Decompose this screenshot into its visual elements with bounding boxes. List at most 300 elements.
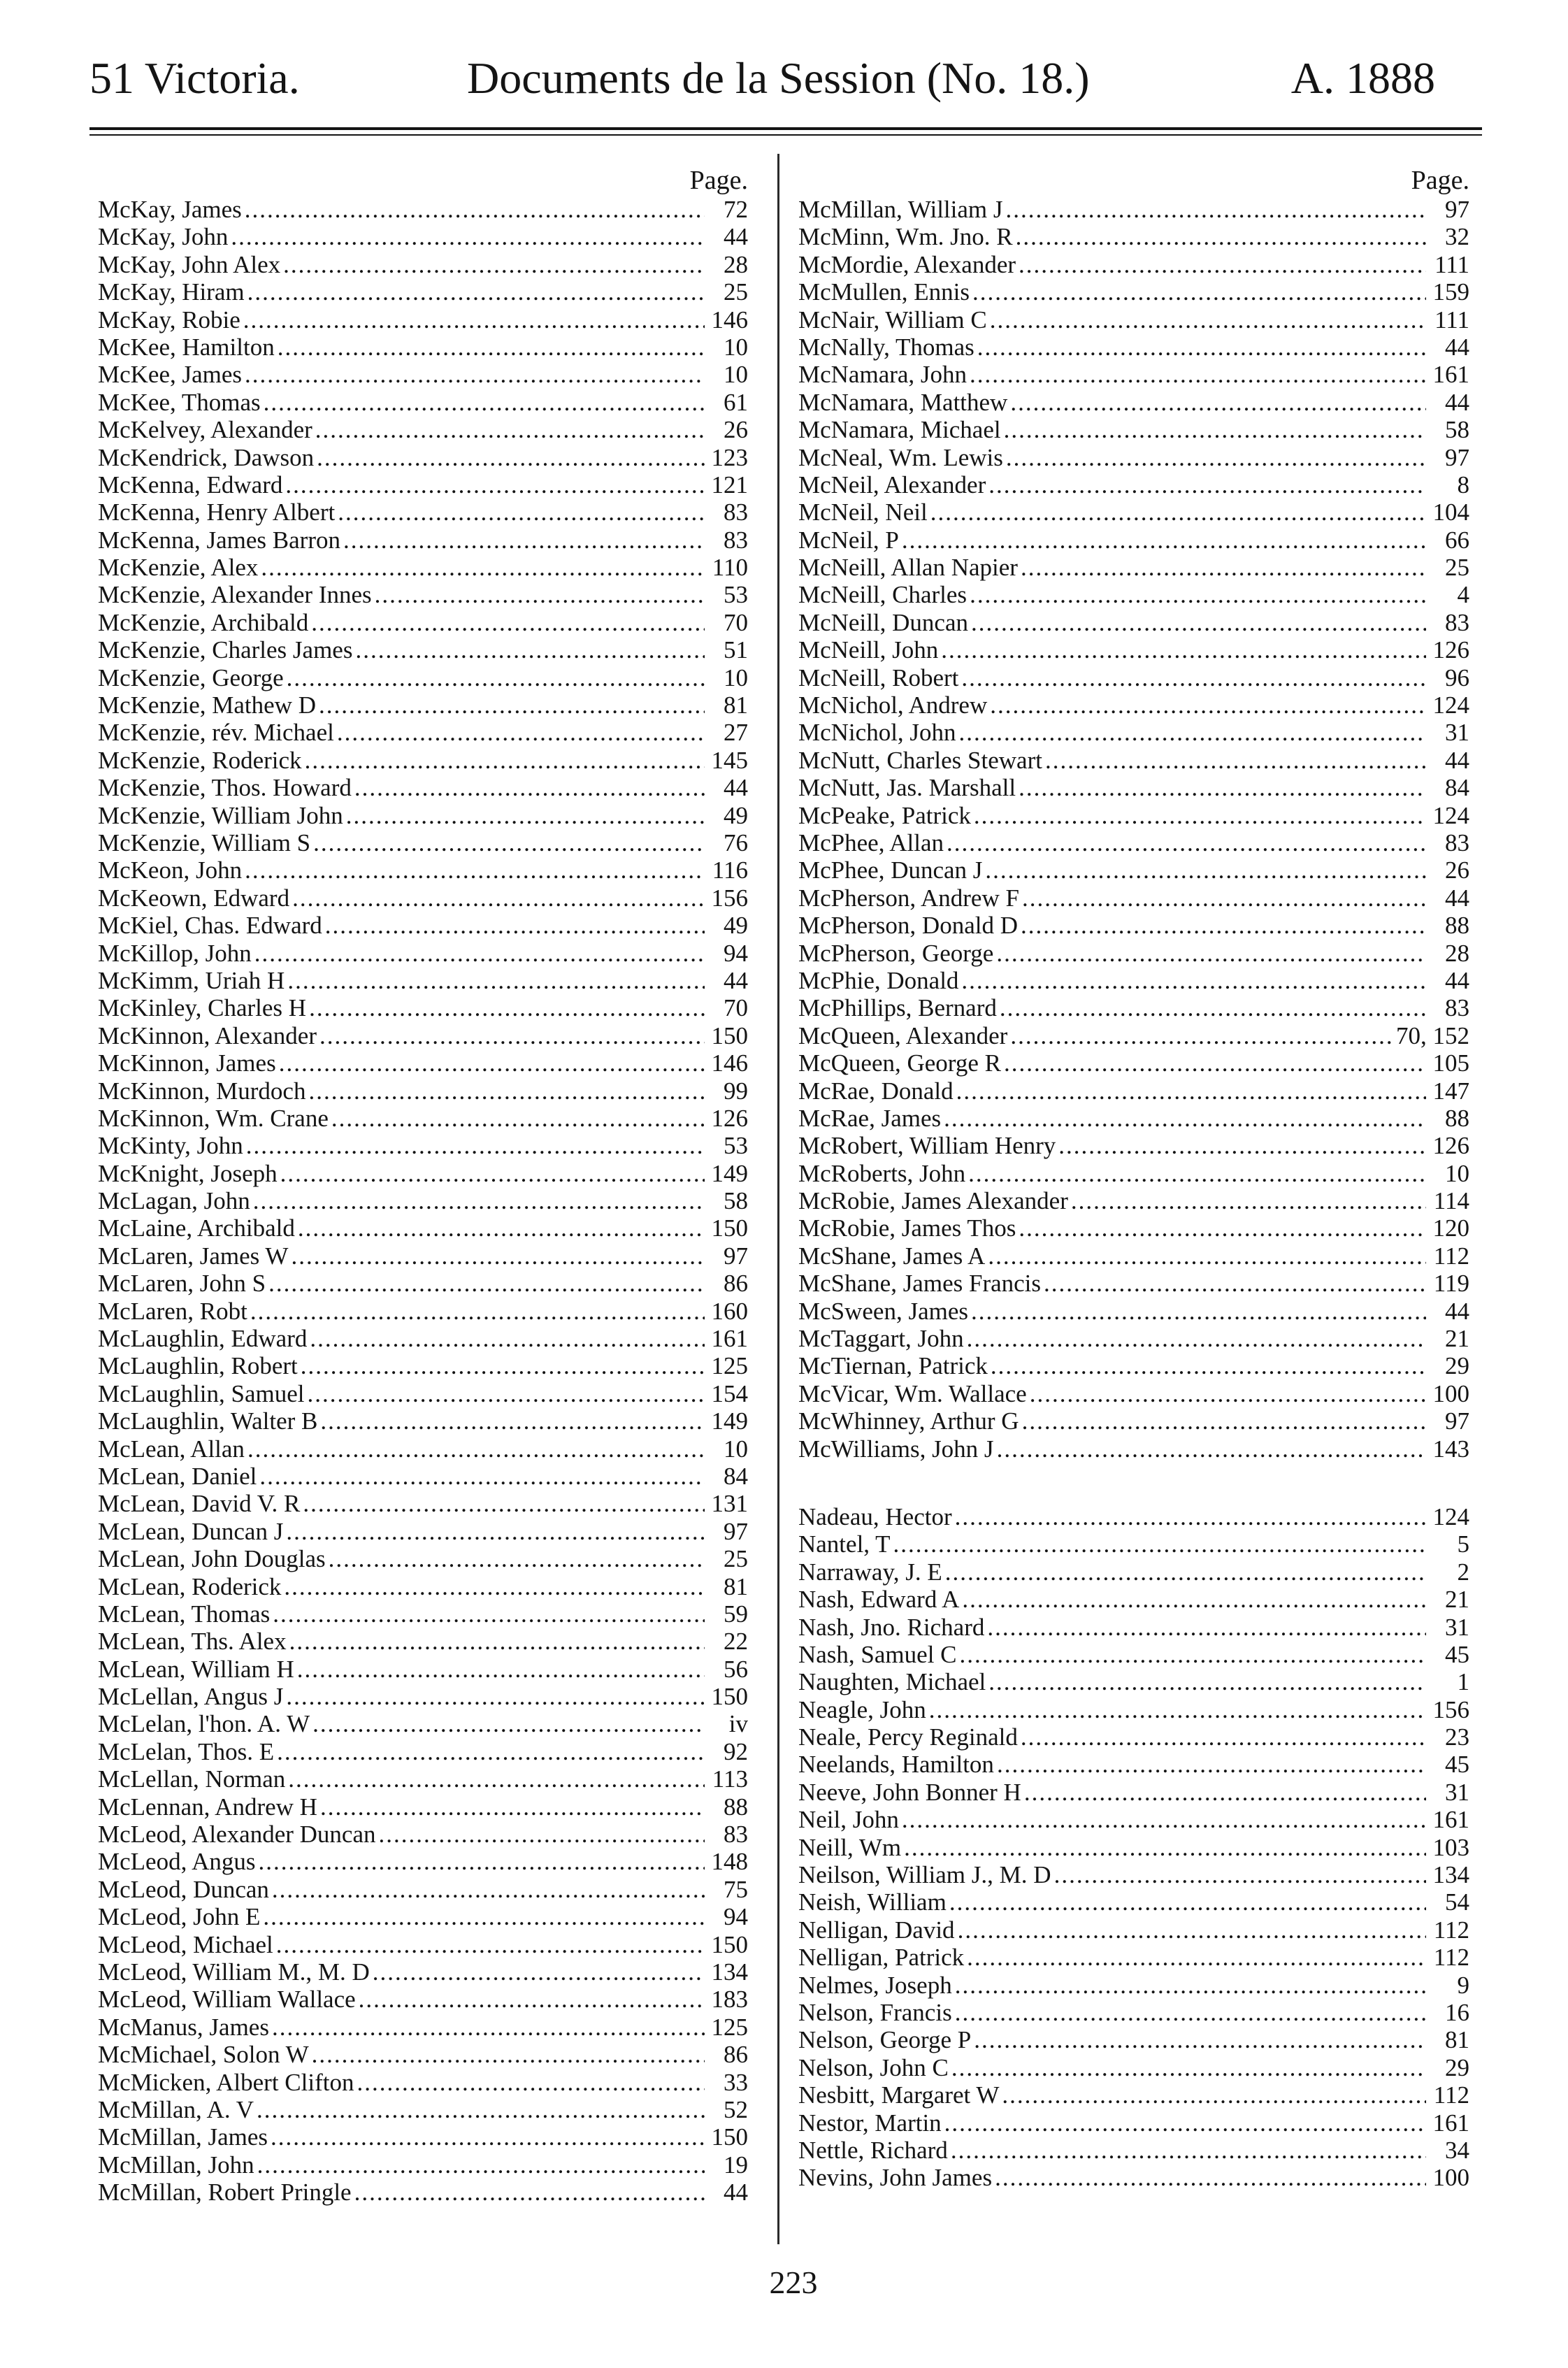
entry-name: McLeod, John E: [98, 1903, 261, 1931]
dot-leader: [245, 856, 705, 884]
index-entry: [98, 1049, 748, 1077]
entry-name: McKnight, Joseph: [98, 1159, 278, 1187]
index-entry: [798, 526, 1469, 554]
index-entry: [798, 1972, 1469, 1999]
entry-name: Neill, Wm: [798, 1833, 902, 1861]
dot-leader: [929, 1696, 1426, 1723]
entry-page: 75: [724, 1875, 748, 1903]
dot-leader: [956, 1077, 1426, 1105]
entry-page: 81: [1445, 2026, 1469, 2054]
index-entry: [798, 278, 1469, 306]
index-entry: [798, 884, 1469, 912]
entry-page: 83: [724, 526, 748, 554]
entry-page: 112: [1433, 1944, 1469, 1972]
entry-name: McPhillips, Bernard: [798, 994, 997, 1022]
index-entry: [98, 306, 748, 333]
dot-leader: [902, 1806, 1426, 1833]
header-rule-thin: [89, 134, 1482, 136]
entry-name: McMillan, Robert Pringle: [98, 2179, 352, 2206]
entry-page: 32: [1445, 223, 1469, 251]
entry-page: 112: [1433, 2081, 1469, 2109]
entry-page: 26: [1445, 856, 1469, 884]
dot-leader: [309, 994, 705, 1021]
index-entry: [98, 1848, 748, 1875]
entry-name: McLellan, Norman: [98, 1765, 286, 1793]
entry-name: McLean, Ths. Alex: [98, 1628, 287, 1656]
dot-leader: [292, 884, 705, 912]
entry-name: McMullen, Ennis: [798, 278, 970, 306]
entry-name: McLean, William H: [98, 1655, 294, 1683]
entry-page: 31: [1445, 719, 1469, 747]
dot-leader: [988, 471, 1426, 498]
entry-page: 100: [1432, 2164, 1469, 2192]
dot-leader: [289, 1628, 705, 1655]
index-entry: [98, 1407, 748, 1435]
entry-page: 53: [724, 581, 748, 609]
entry-name: Nettle, Richard: [798, 2136, 948, 2164]
entry-name: McLeod, Angus: [98, 1848, 256, 1876]
index-entry: [98, 389, 748, 416]
dot-leader: [997, 1435, 1426, 1463]
entry-page: 121: [711, 471, 748, 498]
index-entry: [98, 1105, 748, 1132]
entry-page: 70: [724, 994, 748, 1022]
entry-name: McShane, James Francis: [798, 1270, 1042, 1298]
dot-leader: [1019, 1214, 1426, 1242]
entry-page: 100: [1432, 1379, 1469, 1407]
index-entry: [98, 1821, 748, 1848]
entry-name: McNamara, Michael: [798, 416, 1001, 444]
entry-name: Neelands, Hamilton: [798, 1751, 994, 1779]
entry-page: 70: [724, 608, 748, 636]
index-entry: [98, 1490, 748, 1517]
entry-name: McLaughlin, Edward: [98, 1325, 308, 1353]
index-entry: [98, 691, 748, 719]
dot-leader: [955, 1503, 1426, 1530]
index-list-right-m: [798, 196, 1469, 1463]
index-entry: [98, 664, 748, 691]
entry-name: McKendrick, Dawson: [98, 443, 315, 471]
dot-leader: [995, 2164, 1426, 2191]
index-entry: [798, 1352, 1469, 1379]
dot-leader: [311, 609, 705, 636]
dot-leader: [276, 1931, 705, 1958]
dot-leader: [1006, 196, 1426, 223]
index-entry: [798, 1105, 1469, 1132]
dot-leader: [1019, 251, 1426, 278]
entry-page: 10: [724, 1435, 748, 1463]
entry-name: McNeill, Robert: [798, 663, 959, 691]
index-entry: [798, 664, 1469, 691]
entry-page: 8: [1457, 471, 1469, 498]
index-entry: [98, 1573, 748, 1600]
entry-page: 124: [1432, 691, 1469, 719]
index-entry: [98, 1352, 748, 1379]
index-entry: [98, 1380, 748, 1407]
index-entry: [98, 1077, 748, 1105]
entry-name: McKay, John Alex: [98, 250, 281, 278]
index-entry: [798, 1614, 1469, 1641]
entry-name: McLeod, Alexander Duncan: [98, 1821, 376, 1849]
dot-leader: [379, 1821, 705, 1848]
index-entry: [98, 251, 748, 278]
index-entry: [798, 471, 1469, 498]
dot-leader: [988, 1668, 1426, 1695]
dot-leader: [955, 1999, 1426, 2026]
entry-page: 88: [724, 1793, 748, 1821]
entry-name: McLean, David V. R: [98, 1490, 301, 1518]
dot-leader: [308, 1077, 705, 1105]
dot-leader: [286, 1518, 705, 1545]
entry-name: Nash, Jno. Richard: [798, 1613, 985, 1641]
entry-page: 97: [1445, 443, 1469, 471]
index-entry: [98, 2069, 748, 2096]
entry-page: 104: [1432, 498, 1469, 526]
entry-page: 45: [1445, 1640, 1469, 1668]
dot-leader: [1024, 1779, 1426, 1806]
entry-name: McWilliams, John J: [798, 1435, 994, 1463]
entry-page: 123: [711, 443, 748, 471]
index-entry: [798, 1503, 1469, 1530]
index-entry: [798, 1751, 1469, 1778]
index-entry: [798, 1160, 1469, 1187]
entry-name: McManus, James: [98, 2013, 269, 2041]
entry-name: McLellan, Angus J: [98, 1683, 284, 1711]
entry-page: 44: [1445, 746, 1469, 774]
header-rule: [89, 127, 1482, 130]
dot-leader: [974, 2026, 1426, 2053]
entry-name: McShane, James A: [798, 1242, 986, 1270]
entry-name: McLeod, William M., M. D: [98, 1958, 370, 1986]
dot-leader: [1002, 2081, 1426, 2109]
entry-name: McLean, Daniel: [98, 1462, 257, 1490]
entry-page: 94: [724, 939, 748, 967]
entry-name: McLean, Allan: [98, 1435, 245, 1463]
index-entry: [98, 581, 748, 608]
index-entry: [798, 2054, 1469, 2081]
index-entry: [98, 2123, 748, 2151]
dot-leader: [264, 389, 705, 416]
entry-page: 88: [1445, 1104, 1469, 1132]
entry-page: 28: [724, 250, 748, 278]
entry-name: McPherson, Donald D: [798, 912, 1018, 940]
dot-leader: [268, 1270, 705, 1297]
dot-leader: [988, 1242, 1426, 1270]
index-entry: [798, 2081, 1469, 2109]
index-entry: [798, 498, 1469, 526]
entry-name: Nestor, Martin: [798, 2109, 942, 2137]
index-entry: [98, 1518, 748, 1545]
entry-name: McRae, James: [798, 1104, 942, 1132]
entry-name: Nelmes, Joseph: [798, 1971, 952, 1999]
entry-name: McKinnon, Alexander: [98, 1021, 317, 1049]
index-entry: [98, 1958, 748, 1986]
dot-leader: [354, 2179, 705, 2206]
dot-leader: [313, 829, 705, 856]
entry-name: McRobie, James Thos: [798, 1214, 1016, 1242]
entry-page: 150: [711, 1930, 748, 1958]
entry-name: McKenzie, Archibald: [98, 608, 309, 636]
entry-page: 58: [724, 1187, 748, 1215]
entry-name: McNichol, Andrew: [798, 691, 988, 719]
dot-leader: [997, 1751, 1426, 1778]
index-entry: [798, 2137, 1469, 2164]
index-entry: [798, 2109, 1469, 2137]
dot-leader: [246, 1132, 705, 1159]
index-entry: [798, 1049, 1469, 1077]
entry-name: McNichol, John: [798, 719, 956, 747]
entry-page: 156: [1432, 1695, 1469, 1723]
index-entry: [798, 581, 1469, 608]
dot-leader: [970, 361, 1426, 388]
entry-name: McPhie, Donald: [798, 966, 959, 994]
entry-page: 112: [1433, 1242, 1469, 1270]
index-entry: [98, 1628, 748, 1655]
entry-page: 66: [1445, 526, 1469, 554]
entry-page: 1: [1457, 1668, 1469, 1696]
index-entry: [798, 1407, 1469, 1435]
entry-name: Neish, William: [798, 1888, 947, 1916]
page-column-label: Page.: [689, 166, 748, 195]
entry-name: McLaughlin, Robert: [98, 1352, 298, 1380]
index-entry: [798, 1806, 1469, 1833]
dot-leader: [301, 1352, 705, 1379]
dot-leader: [283, 251, 705, 278]
index-entry: [798, 1077, 1469, 1105]
index-entry: [98, 1160, 748, 1187]
dot-leader: [278, 333, 705, 361]
entry-page: 150: [711, 1683, 748, 1711]
entry-name: Nelligan, Patrick: [798, 1944, 965, 1972]
dot-leader: [357, 2069, 705, 2096]
entry-page: 88: [1445, 912, 1469, 940]
entry-page: 131: [711, 1490, 748, 1518]
entry-page: 25: [724, 1545, 748, 1573]
dot-leader: [996, 940, 1426, 967]
entry-page: 9: [1457, 1971, 1469, 1999]
index-entry: [98, 1214, 748, 1242]
index-entry: [798, 2026, 1469, 2053]
index-entry: [798, 1944, 1469, 1971]
entry-page: 183: [711, 1986, 748, 2014]
entry-name: McKee, James: [98, 361, 243, 389]
entry-page: 161: [711, 1325, 748, 1353]
entry-name: McNeill, Charles: [798, 581, 968, 609]
index-entry: [798, 1916, 1469, 1944]
entry-page: 81: [724, 1572, 748, 1600]
entry-page: 44: [1445, 884, 1469, 912]
dot-leader: [257, 2151, 705, 2179]
dot-leader: [359, 1986, 705, 2013]
entry-name: McKay, James: [98, 196, 242, 223]
entry-name: McKelvey, Alexander: [98, 416, 312, 444]
index-entry: [98, 444, 748, 471]
entry-page: 161: [1432, 2109, 1469, 2137]
entry-page: 92: [724, 1737, 748, 1765]
entry-name: McLagan, John: [98, 1187, 250, 1215]
dot-leader: [254, 940, 705, 967]
index-entry: [98, 2014, 748, 2041]
entry-page: 26: [724, 416, 748, 444]
entry-name: Naughten, Michael: [798, 1668, 986, 1696]
entry-name: McQueen, Alexander: [798, 1021, 1008, 1049]
dot-leader: [231, 223, 705, 250]
entry-name: Nevins, John James: [798, 2164, 993, 2192]
entry-name: Nelligan, David: [798, 1916, 955, 1944]
index-entry: [98, 223, 748, 250]
dot-leader: [1030, 1380, 1426, 1407]
entry-name: McKenna, Edward: [98, 471, 283, 498]
index-entry: [98, 2179, 748, 2206]
entry-name: McLeod, William Wallace: [98, 1986, 356, 2014]
entry-page: 159: [1432, 278, 1469, 306]
index-entry: [798, 1270, 1469, 1297]
entry-name: McLaren, John S: [98, 1270, 266, 1298]
entry-page: 53: [724, 1132, 748, 1160]
entry-name: McNair, William C: [798, 306, 987, 333]
index-entry: [798, 747, 1469, 774]
index-entry: [798, 1380, 1469, 1407]
entry-page: 33: [724, 2068, 748, 2096]
dot-leader: [1044, 1270, 1426, 1297]
page-number: 223: [769, 2265, 818, 2300]
entry-page: 25: [724, 278, 748, 306]
dot-leader: [319, 1022, 705, 1049]
index-entry: [798, 361, 1469, 388]
index-entry: [98, 1022, 748, 1049]
entry-page: 134: [1432, 1861, 1469, 1889]
index-entry: [98, 1325, 748, 1352]
entry-name: McMillan, James: [98, 2123, 268, 2151]
index-entry: [798, 554, 1469, 581]
dot-leader: [259, 1848, 705, 1875]
index-entry: [798, 1779, 1469, 1806]
index-entry: [798, 223, 1469, 250]
dot-leader: [273, 1600, 705, 1628]
entry-name: McKillop, John: [98, 939, 252, 967]
dot-leader: [305, 747, 705, 774]
entry-page: 114: [1433, 1187, 1469, 1215]
entry-page: 49: [724, 912, 748, 940]
entry-name: McKiel, Chas. Edward: [98, 912, 322, 940]
entry-page: 134: [711, 1958, 748, 1986]
dot-leader: [985, 856, 1426, 884]
entry-name: Neeve, John Bonner H: [798, 1778, 1021, 1806]
index-list-right-n: [798, 1503, 1469, 2192]
entry-page: 124: [1432, 1502, 1469, 1530]
dot-leader: [971, 609, 1426, 636]
entry-page: 97: [724, 1242, 748, 1270]
dot-leader: [253, 1187, 705, 1214]
entry-page: 58: [1445, 416, 1469, 444]
dot-leader: [287, 664, 705, 691]
entry-name: McKenzie, William John: [98, 801, 343, 829]
dot-leader: [977, 333, 1426, 361]
index-entry: [98, 1931, 748, 1958]
entry-page: 16: [1445, 1999, 1469, 2026]
entry-name: McNeill, Allan Napier: [798, 554, 1018, 582]
index-entry: [98, 774, 748, 801]
entry-name: Narraway, J. E: [798, 1558, 942, 1586]
entry-page: 97: [724, 1517, 748, 1545]
dot-leader: [1010, 1022, 1393, 1049]
dot-leader: [955, 1972, 1426, 1999]
dot-leader: [967, 1944, 1426, 1971]
entry-name: McKay, Hiram: [98, 278, 245, 306]
dot-leader: [972, 278, 1426, 306]
entry-page: 59: [724, 1600, 748, 1628]
entry-name: Nelson, Francis: [798, 1999, 952, 2026]
dot-leader: [291, 1242, 705, 1270]
entry-name: McMillan, John: [98, 2151, 254, 2179]
dot-leader: [257, 2096, 705, 2123]
index-entry: [798, 1132, 1469, 1159]
entry-name: McLean, Roderick: [98, 1572, 282, 1600]
entry-page: 146: [711, 306, 748, 333]
entry-page: 25: [1445, 554, 1469, 582]
index-entry: [98, 829, 748, 856]
entry-page: 97: [1445, 196, 1469, 223]
dot-leader: [974, 802, 1426, 829]
index-entry: [98, 1738, 748, 1765]
entry-page: 126: [1432, 636, 1469, 664]
page-column-label: Page.: [1411, 166, 1469, 195]
dot-leader: [243, 306, 705, 333]
entry-name: McKinnon, Wm. Crane: [98, 1104, 329, 1132]
entry-page: 86: [724, 1270, 748, 1298]
entry-page: 83: [1445, 828, 1469, 856]
entry-page: 145: [711, 746, 748, 774]
dot-leader: [355, 636, 705, 663]
dot-leader: [317, 444, 705, 471]
entry-page: 44: [1445, 966, 1469, 994]
index-entry: [98, 1683, 748, 1710]
entry-name: McVicar, Wm. Wallace: [798, 1379, 1027, 1407]
entry-page: 84: [1445, 774, 1469, 802]
entry-page: 161: [1432, 361, 1469, 389]
entry-page: 22: [724, 1628, 748, 1656]
entry-name: McLaren, Robt: [98, 1297, 247, 1325]
entry-name: Neilson, William J., M. D: [798, 1861, 1051, 1889]
index-entry: [798, 1558, 1469, 1586]
index-entry: [798, 1214, 1469, 1242]
index-entry: [98, 1600, 748, 1628]
entry-name: McLean, Duncan J: [98, 1517, 284, 1545]
entry-name: McNeil, P: [798, 526, 899, 554]
dot-leader: [1000, 994, 1426, 1021]
entry-page: iv: [728, 1710, 748, 1738]
index-entry: [98, 636, 748, 663]
header-year: A. 1888: [1290, 53, 1435, 103]
dot-leader: [1022, 1407, 1426, 1435]
entry-page: 10: [724, 333, 748, 361]
index-entry: [798, 609, 1469, 636]
dot-leader: [315, 416, 705, 443]
index-entry: [98, 1656, 748, 1683]
entry-name: McKenzie, Alexander Innes: [98, 581, 372, 609]
entry-page: 143: [1432, 1435, 1469, 1463]
entry-name: McLelan, Thos. E: [98, 1737, 275, 1765]
entry-page: 44: [724, 774, 748, 802]
index-entry: [98, 278, 748, 306]
index-entry: [798, 1834, 1469, 1861]
entry-page: 120: [1432, 1214, 1469, 1242]
entry-name: Nelson, George P: [798, 2026, 972, 2054]
index-entry: [98, 498, 748, 526]
entry-page: 54: [1445, 1888, 1469, 1916]
entry-page: 51: [724, 636, 748, 664]
index-entry: [98, 994, 748, 1021]
